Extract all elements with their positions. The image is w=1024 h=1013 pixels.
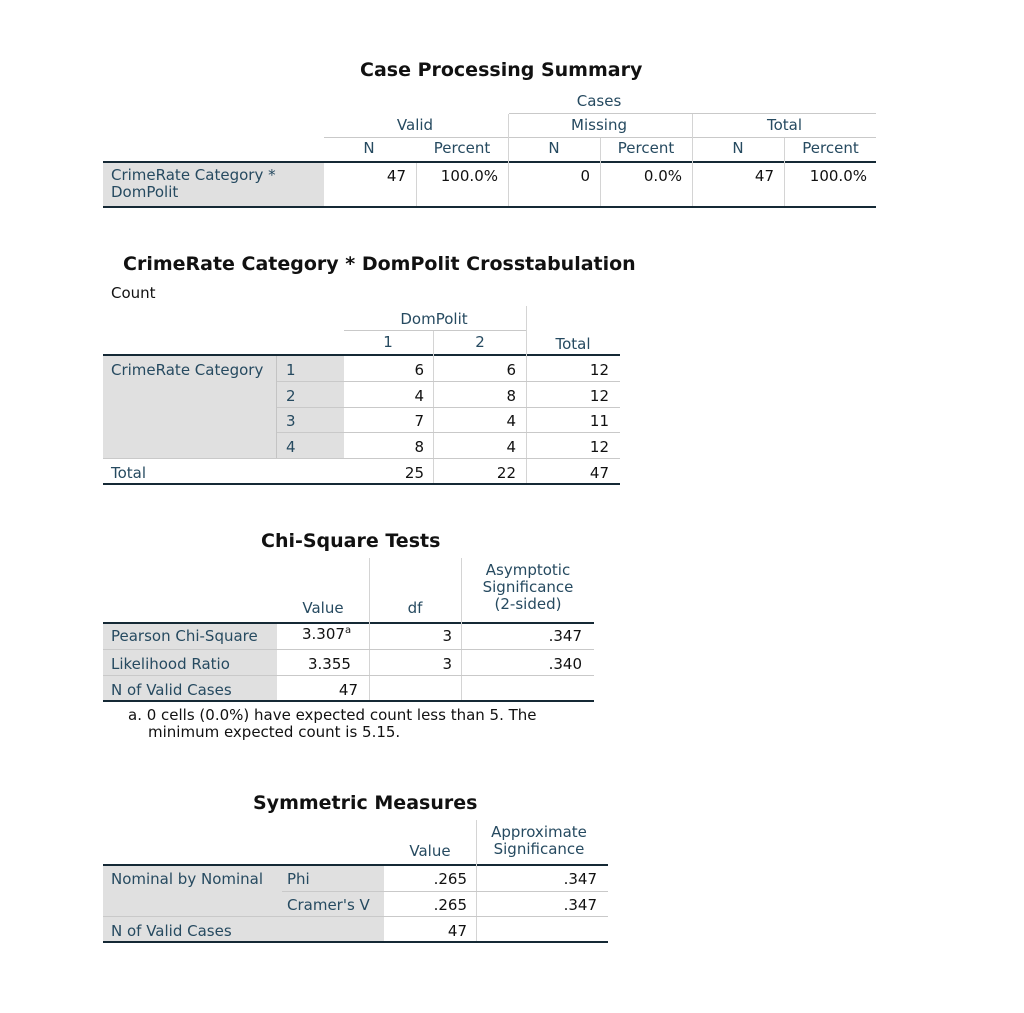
sym-value-cell: .265	[433, 870, 467, 888]
total-percent-header: Percent	[802, 139, 859, 157]
chi-value-header: Value	[302, 599, 344, 617]
crosstab-cell: 8	[506, 387, 516, 405]
crimerate-level: 4	[286, 438, 296, 456]
sym-n-label: N of Valid Cases	[111, 922, 232, 940]
missing-n-cell: 0	[580, 167, 590, 185]
crosstab-title: CrimeRate Category * DomPolit Crosstabulation	[123, 253, 636, 275]
crimerate-level: 3	[286, 412, 296, 430]
crosstab-total-cell: 22	[496, 464, 516, 482]
total-n-header: N	[732, 139, 744, 157]
case-row-label: CrimeRate Category * DomPolit	[111, 166, 276, 201]
dompolit-level-1: 1	[383, 333, 393, 351]
sym-sig-cell: .347	[563, 896, 597, 914]
cases-header: Cases	[576, 92, 622, 110]
valid-percent-header: Percent	[433, 139, 491, 157]
chi-value-cell: 3.355	[308, 655, 351, 673]
crosstab-cell: 11	[589, 412, 609, 430]
measure-label: Phi	[287, 870, 310, 888]
crosstab-cell: 4	[506, 412, 516, 430]
missing-n-header: N	[548, 139, 560, 157]
symmetric-title: Symmetric Measures	[253, 792, 478, 814]
chi-row-label: Pearson Chi-Square	[111, 627, 258, 645]
valid-n-cell: 47	[386, 167, 406, 185]
chi-sig-cell: .340	[548, 655, 582, 673]
crosstab-cell: 12	[589, 438, 609, 456]
valid-n-header: N	[363, 139, 375, 157]
sym-value-cell: .265	[433, 896, 467, 914]
crosstab-total-cell: 47	[589, 464, 609, 482]
chi-value-cell: 3.307$^a$	[302, 625, 352, 643]
crosstab-cell: 6	[506, 361, 516, 379]
missing-percent-header: Percent	[617, 139, 675, 157]
missing-percent-cell: 0.0%	[643, 167, 682, 185]
chi-row-label: Likelihood Ratio	[111, 655, 230, 673]
total-n-cell: 47	[754, 167, 774, 185]
case-processing-title: Case Processing Summary	[360, 59, 643, 81]
measure-label: Cramer's V	[287, 896, 370, 914]
valid-percent-cell: 100.0%	[440, 167, 498, 185]
crosstab-cell: 8	[414, 438, 424, 456]
crosstab-cell: 4	[414, 387, 424, 405]
dompolit-header: DomPolit	[400, 310, 468, 328]
crosstab-cell: 4	[506, 438, 516, 456]
chi-footnote: a. 0 cells (0.0%) have expected count less than 5. The minimum expected count is 5.15.	[128, 706, 537, 741]
crosstab-cell: 12	[589, 361, 609, 379]
crosstab-total-cell: 25	[404, 464, 424, 482]
crimerate-level: 1	[286, 361, 296, 379]
nominal-group-label: Nominal by Nominal	[111, 870, 264, 888]
approx-sig-header: Approximate Significance	[491, 823, 587, 858]
crosstab-cell: 7	[414, 412, 424, 430]
valid-header: Valid	[396, 116, 434, 134]
dompolit-level-2: 2	[475, 333, 485, 351]
chi-square-title: Chi-Square Tests	[261, 530, 441, 552]
crosstab-subtitle: Count	[111, 284, 156, 302]
chi-row-label: N of Valid Cases	[111, 681, 232, 699]
crosstab-total-row-label: Total	[111, 464, 147, 482]
chi-df-cell: 3	[442, 627, 452, 645]
total-percent-cell: 100.0%	[809, 167, 867, 185]
chi-df-header: df	[407, 599, 423, 617]
crosstab-total-header: Total	[555, 335, 591, 353]
asymptotic-sig-header: Asymptotic Significance (2-sided)	[482, 561, 574, 613]
missing-header: Missing	[571, 116, 627, 134]
crosstab-cell: 12	[589, 387, 609, 405]
crosstab-cell: 6	[414, 361, 424, 379]
crimerate-level: 2	[286, 387, 296, 405]
crimerate-row-var: CrimeRate Category	[111, 361, 264, 379]
total-header: Total	[766, 116, 803, 134]
footnote-marker: a	[344, 625, 352, 636]
chi-value-cell: 47	[338, 681, 358, 699]
sym-n-value: 47	[447, 922, 467, 940]
sym-sig-cell: .347	[563, 870, 597, 888]
chi-sig-cell: .347	[548, 627, 582, 645]
chi-df-cell: 3	[442, 655, 452, 673]
sym-value-header: Value	[409, 842, 451, 860]
